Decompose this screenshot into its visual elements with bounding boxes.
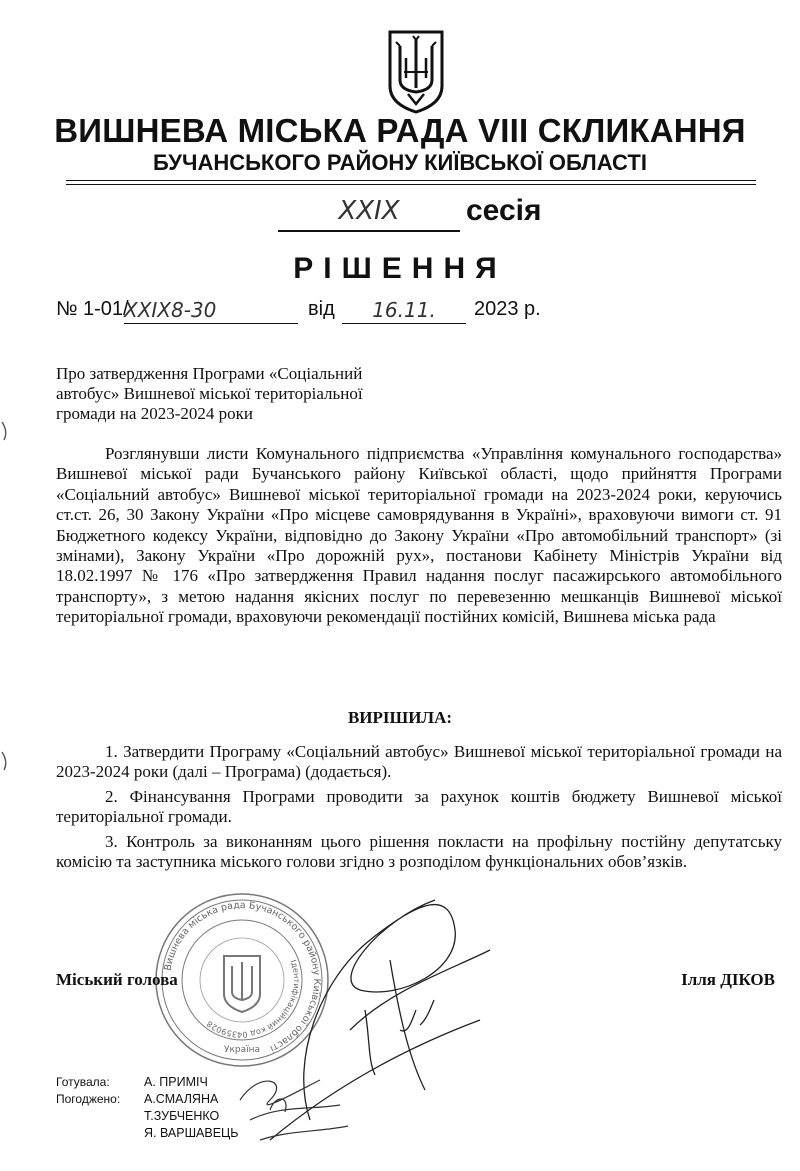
approval-label: Погоджено: [56, 1092, 121, 1106]
council-subtitle: БУЧАНСЬКОГО РАЙОНУ КИЇВСЬКОЇ ОБЛАСТІ [153, 150, 647, 175]
header-divider-second [66, 184, 756, 185]
decision-item-1: 1. Затвердити Програму «Соціальний автобус» Вишневої міської територіальної громади на 2023-2024 роки (далі – Програма) (додається). [56, 742, 782, 782]
decision-number: XXIX8-30 [124, 298, 298, 324]
date-prefix: від [308, 298, 335, 320]
approval-name: А.СМАЛЯНА [144, 1092, 219, 1106]
preamble-paragraph: Розглянувши листи Комунального підприємства «Управління комунального господарства» Вишневої міської ради Бучанського району Київської області, щодо прийняття Програми «Соціальний автобус» Вишневої міської територіальної громади на 2023-2024 роки, керуючись ст.ст. 26, 30 Закону України «Про місцеве самоврядування в Україні», враховуючи вимоги ст. 91 Бюджетного кодексу України, відповідно до Закону України «Про автомобільний транспорт» (зі змінами), Закону України «Про дорожній рух», постанови Кабінету Міністрів України від 18.02.1997 № 176 «Про затвердження Правил надання послуг пасажирського автомобільного транспорту», з метою надання якісних послуг по перевезенню мешканців Вишневої міської територіальної громади, враховуючи рекомендації постійних комісій, Вишнева міська рада [56, 444, 782, 627]
resolved-heading: ВИРІШИЛА: [347, 708, 453, 727]
approval-signatures [230, 1060, 350, 1160]
approval-name: А. ПРИМІЧ [144, 1075, 208, 1089]
decision-title: РІШЕННЯ [293, 252, 507, 285]
session-number: XXIX [278, 196, 460, 232]
decision-number-prefix: № 1-01/ [56, 298, 129, 320]
trident-coat-of-arms-icon [386, 28, 446, 114]
decision-item-2: 2. Фінансування Програми проводити за рахунок коштів бюджету Вишневої міської територіальної громади. [56, 786, 782, 827]
decision-year: 2023 р. [474, 298, 541, 320]
decision-date: 16.11. [342, 298, 466, 324]
decision-items [56, 742, 782, 876]
approval-name: Т.ЗУБЧЕНКО [144, 1109, 220, 1123]
header-divider [66, 180, 756, 181]
approval-label: Готувала: [56, 1075, 110, 1089]
stamp-outer-text: Вишнева міська рада Бучанського району Київської області [162, 899, 323, 1054]
decision-item-3: 3. Контроль за виконанням цього рішення покласти на профільну постійну депутатську комісію та заступника міського голови згідно з розподілом функціональних обов’язків. [56, 831, 782, 872]
decision-subject: Про затвердження Програми «Соціальний автобус» Вишневої міської територіальної громади на 2023-2024 роки [56, 364, 363, 423]
council-title: ВИШНЕВА МІСЬКА РАДА VIII СКЛИКАННЯ [54, 112, 746, 149]
decision-number-line [56, 298, 756, 332]
margin-mark [0, 418, 10, 442]
stamp-bottom-text: Україна [223, 1045, 261, 1055]
margin-mark [0, 748, 10, 772]
session-line [272, 194, 572, 236]
approval-name: Я. ВАРШАВЕЦЬ [144, 1126, 239, 1140]
signatory-name: Ілля ДІКОВ [681, 970, 775, 989]
session-label: сесія [466, 194, 542, 227]
stamp-inner-text: Ідентифікаційний код 04359028 [205, 958, 302, 1040]
signatory-position: Міський голова [56, 970, 178, 989]
